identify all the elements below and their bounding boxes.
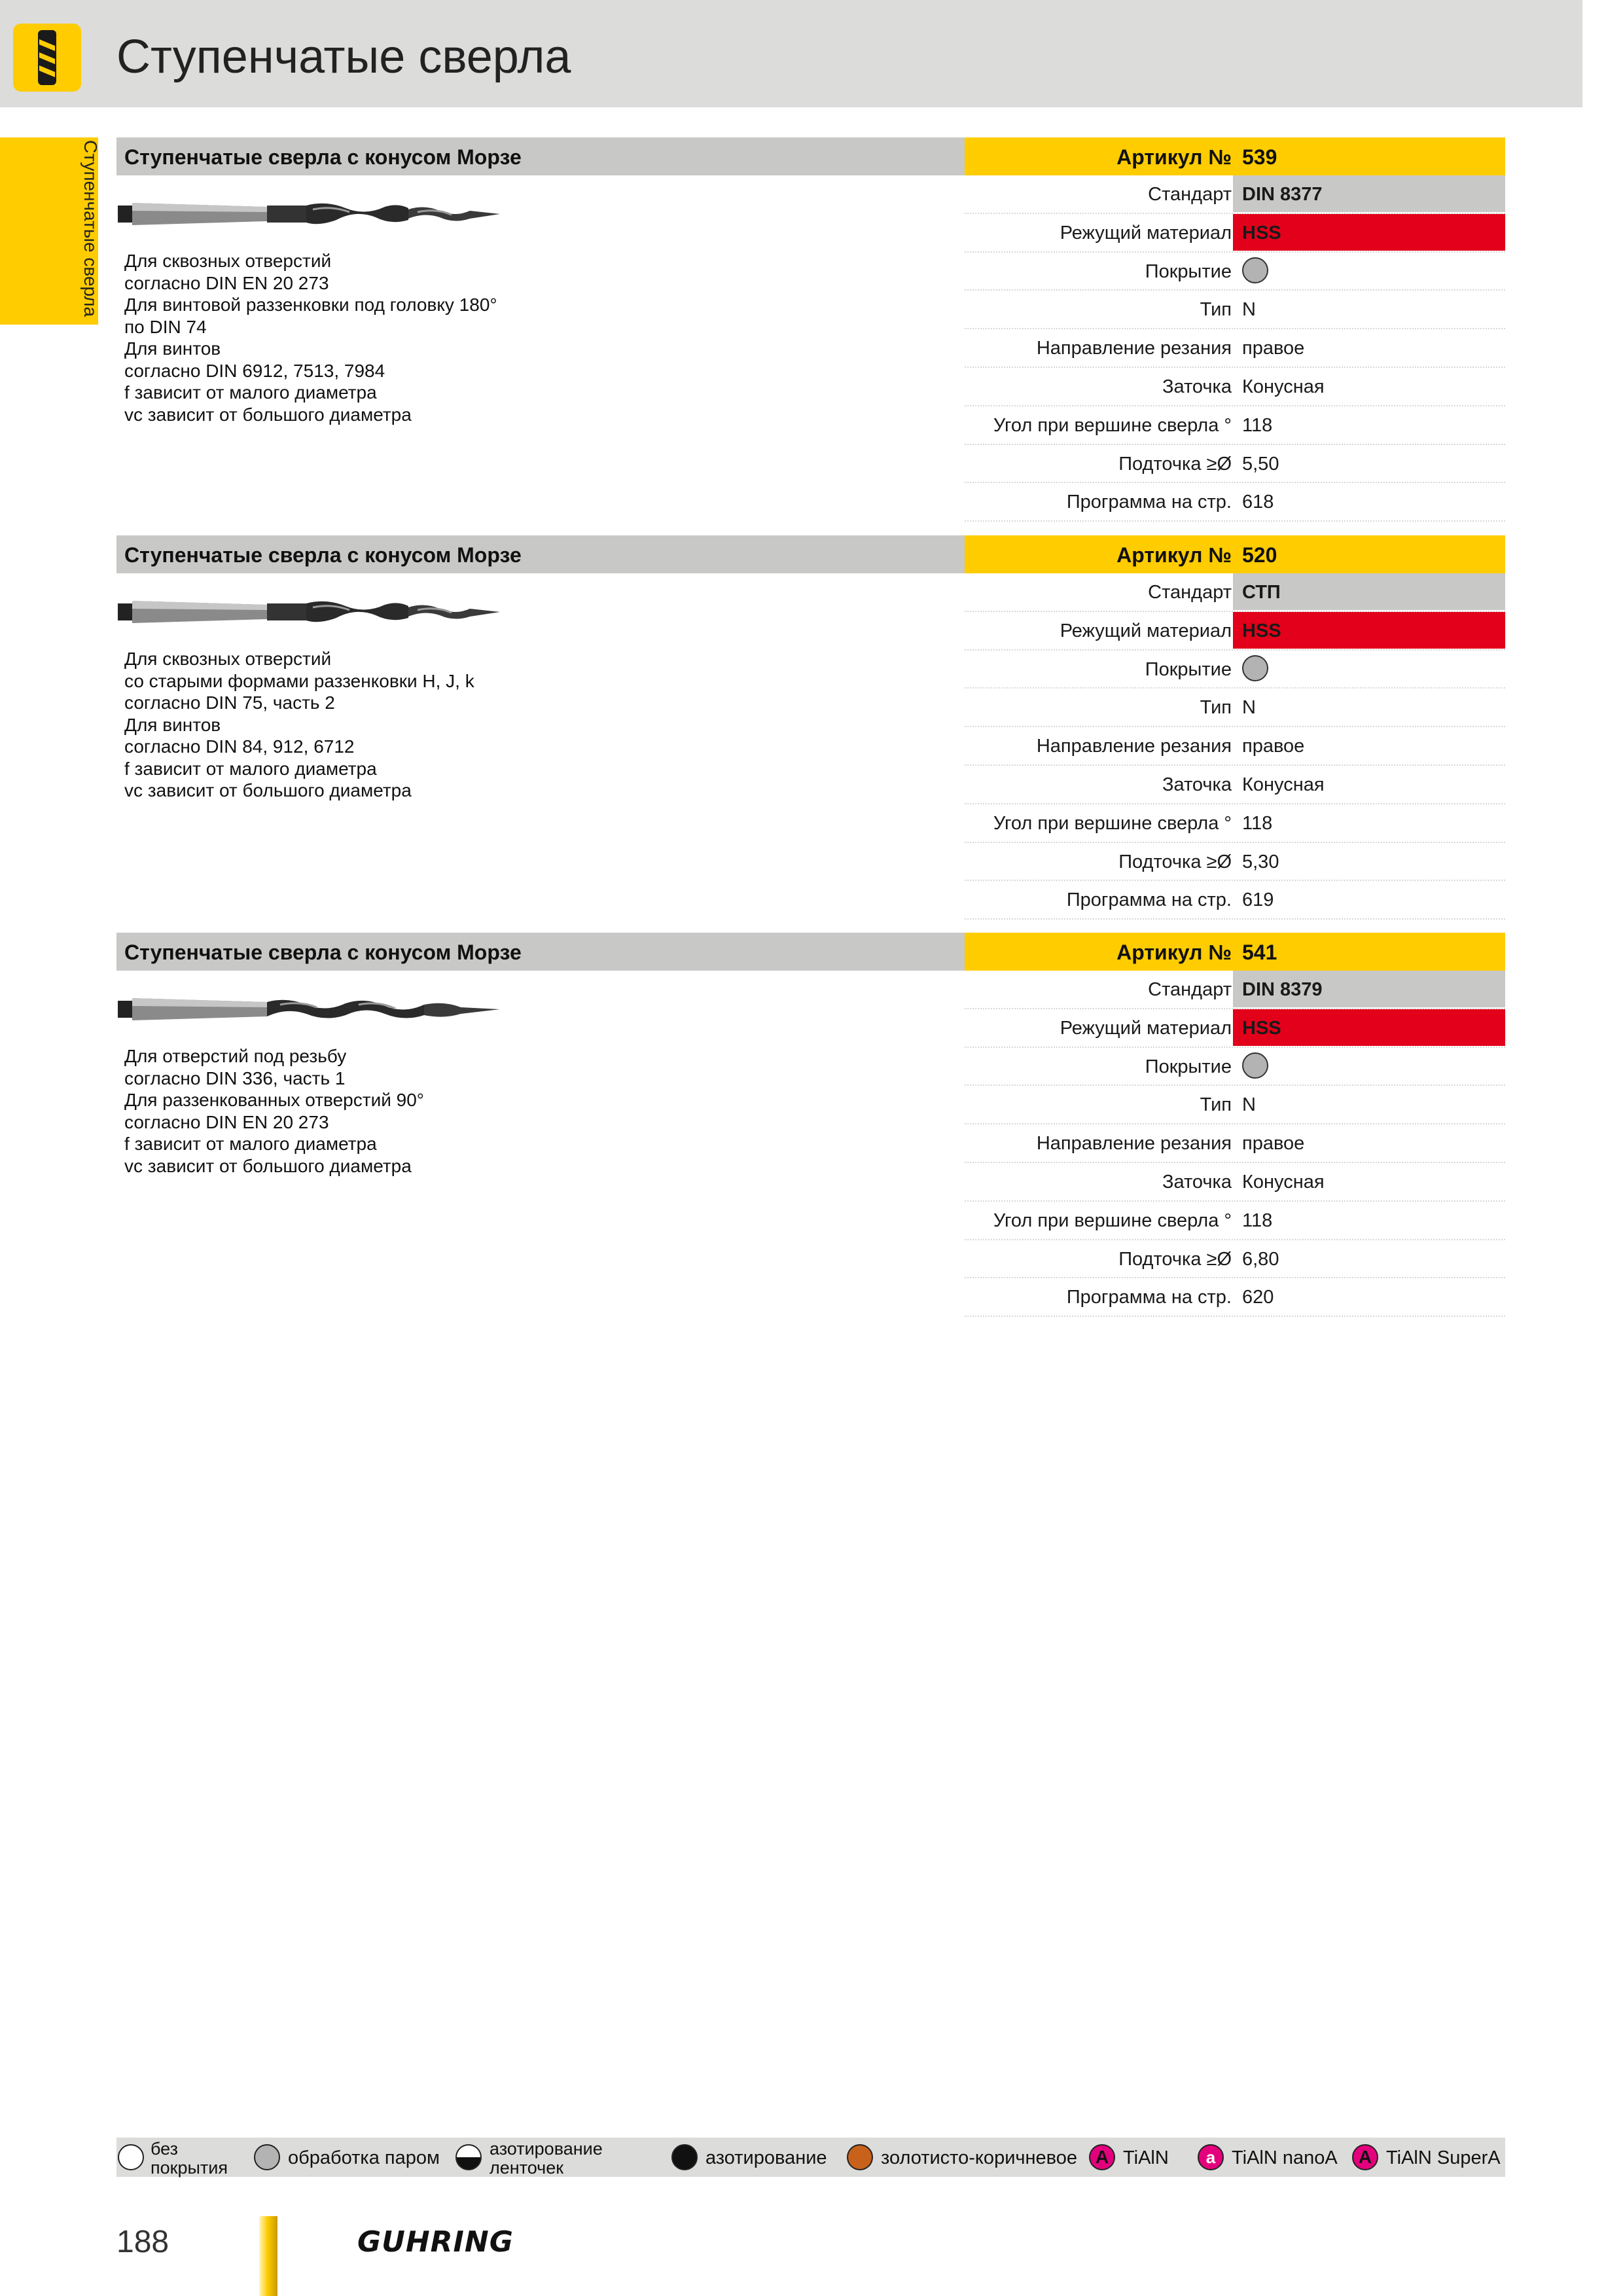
property-value [1233, 651, 1268, 687]
step-drill-image [116, 191, 509, 237]
article-label: Артикул № [1116, 941, 1232, 964]
property-row-standard [965, 573, 1505, 612]
property-label: Программа на стр. [1066, 1287, 1232, 1308]
property-label: Заточка [1162, 1171, 1232, 1193]
property-row-material [965, 1009, 1505, 1048]
property-value: 118 [1242, 414, 1273, 436]
property-value: 118 [1242, 812, 1273, 834]
section-title-bar [116, 933, 965, 971]
property-value: 5,50 [1242, 453, 1279, 475]
property-value: DIN 8379 [1233, 971, 1505, 1007]
property-row-direction [965, 727, 1505, 766]
property-value: 619 [1242, 889, 1274, 911]
property-row-standard [965, 971, 1505, 1009]
drill-bit-icon [13, 24, 81, 92]
property-label: Направление резания [1036, 736, 1232, 757]
property-label: Тип [1200, 299, 1232, 321]
property-row-coating [965, 651, 1505, 689]
legend-label [151, 2140, 228, 2178]
property-value: HSS [1233, 214, 1505, 251]
land-nitrided-circle-icon [455, 2144, 482, 2170]
description-line: Для винтов [124, 714, 221, 735]
description-line: согласно DIN 336, часть 1 [124, 1067, 346, 1088]
property-row-point-angle [965, 406, 1505, 445]
property-value: HSS [1233, 612, 1505, 649]
section-title: Ступенчатые сверла с конусом Морзе [124, 145, 522, 169]
property-value: 6,80 [1242, 1248, 1279, 1270]
property-row-grinding [965, 368, 1505, 406]
description-line: f зависит от малого диаметра [124, 758, 377, 779]
property-label: Подточка ≥Ø [1118, 1248, 1232, 1270]
property-value: HSS [1233, 1009, 1505, 1046]
property-row-type [965, 689, 1505, 727]
legend-label: золотисто-коричневое [881, 2147, 1077, 2168]
section-description [124, 250, 910, 425]
property-table [965, 175, 1505, 522]
property-row-material [965, 214, 1505, 253]
property-value: N [1242, 299, 1256, 321]
page-title: Ступенчатые сверла [116, 31, 571, 83]
property-table [965, 971, 1505, 1317]
property-label: Угол при вершине сверла ° [993, 414, 1232, 436]
property-row-standard [965, 175, 1505, 214]
property-label: Подточка ≥Ø [1118, 851, 1232, 872]
gold-brown-circle-icon [847, 2144, 873, 2170]
tialn-nanoa-circle-icon: a [1198, 2144, 1224, 2170]
property-label: Направление резания [1036, 338, 1232, 359]
section-description [124, 648, 910, 802]
property-row-type [965, 1086, 1505, 1124]
property-row-program-page [965, 483, 1505, 522]
property-label: Угол при вершине сверла ° [993, 1210, 1232, 1231]
property-label: Тип [1200, 697, 1232, 719]
property-value: DIN 8377 [1233, 175, 1505, 212]
article-value: 539 [1242, 145, 1277, 169]
product-section-520 [116, 535, 1505, 928]
article-value: 520 [1242, 543, 1277, 567]
description-line: f зависит от малого диаметра [124, 382, 377, 403]
property-row-coating [965, 253, 1505, 291]
article-label: Артикул № [1116, 145, 1232, 169]
property-label: Покрытие [1145, 260, 1232, 282]
property-row-material [965, 612, 1505, 651]
section-title-bar [116, 137, 965, 175]
steam-treated-circle-icon [1242, 257, 1268, 283]
property-label: Направление резания [1036, 1133, 1232, 1155]
property-value: 620 [1242, 1287, 1274, 1308]
property-value: N [1242, 1094, 1256, 1116]
footer-accent-strip [259, 2216, 277, 2296]
tialn-supera-circle-icon: A [1352, 2144, 1378, 2170]
property-row-point-angle [965, 804, 1505, 843]
property-row-grinding [965, 766, 1505, 804]
legend-label-line: покрытия [151, 2158, 228, 2178]
description-line: Для отверстий под резьбу [124, 1046, 347, 1066]
description-line: согласно DIN EN 20 273 [124, 1111, 329, 1132]
article-value: 541 [1242, 941, 1277, 964]
property-label: Режущий материал [1060, 222, 1232, 243]
property-row-point-angle [965, 1202, 1505, 1240]
legend-label-line: азотирование [490, 2139, 603, 2159]
article-bar [965, 933, 1505, 971]
property-value: правое [1242, 1133, 1305, 1155]
description-line: Для винтов [124, 338, 221, 359]
side-tab [0, 137, 101, 325]
legend-label: азотирование [705, 2147, 827, 2168]
legend-label: TiAlN SuperA [1386, 2147, 1501, 2168]
page-header [0, 0, 1582, 107]
property-label: Угол при вершине сверла ° [993, 812, 1232, 834]
property-label: Режущий материал [1060, 620, 1232, 641]
property-label: Стандарт [1148, 582, 1232, 603]
uncoated-circle-icon [118, 2144, 144, 2170]
property-label: Заточка [1162, 774, 1232, 795]
property-table [965, 573, 1505, 920]
legend-label [490, 2140, 603, 2178]
property-label: Подточка ≥Ø [1118, 453, 1232, 475]
description-line: vc зависит от большого диаметра [124, 780, 412, 800]
property-row-thinning [965, 843, 1505, 882]
page-number: 188 [116, 2225, 169, 2259]
property-row-program-page [965, 881, 1505, 920]
property-value: Конусная [1242, 376, 1325, 397]
product-section-539 [116, 137, 1505, 530]
article-label: Артикул № [1116, 543, 1232, 567]
legend-label-line: ленточек [490, 2158, 564, 2178]
description-line: согласно DIN 6912, 7513, 7984 [124, 360, 385, 381]
legend-label: обработка паром [288, 2147, 440, 2168]
section-title-bar [116, 535, 965, 573]
description-line: vc зависит от большого диаметра [124, 404, 412, 425]
property-value: 5,30 [1242, 851, 1279, 872]
property-row-coating [965, 1048, 1505, 1086]
steam-treated-circle-icon [254, 2144, 280, 2170]
property-row-type [965, 291, 1505, 329]
property-row-direction [965, 329, 1505, 368]
article-bar [965, 535, 1505, 573]
description-line: со старыми формами раззенковки H, J, k [124, 670, 474, 691]
coating-legend [116, 2138, 1505, 2177]
step-drill-image [116, 589, 509, 635]
description-line: по DIN 74 [124, 316, 207, 337]
property-row-thinning [965, 445, 1505, 484]
property-row-grinding [965, 1163, 1505, 1202]
description-line: согласно DIN 84, 912, 6712 [124, 736, 355, 757]
description-line: Для сквозных отверстий [124, 251, 332, 271]
steam-treated-circle-icon [1242, 655, 1268, 681]
property-value: 618 [1242, 492, 1274, 513]
product-section-541 [116, 933, 1505, 1325]
property-value: правое [1242, 736, 1305, 757]
property-value [1233, 253, 1268, 289]
property-label: Покрытие [1145, 1056, 1232, 1077]
steam-treated-circle-icon [1242, 1052, 1268, 1079]
property-row-thinning [965, 1240, 1505, 1279]
property-label: Заточка [1162, 376, 1232, 397]
side-tab-label: Ступенчатые сверла [80, 140, 101, 317]
legend-label: TiAlN nanoA [1232, 2147, 1338, 2168]
legend-label-line: без [151, 2139, 178, 2159]
property-value [1233, 1048, 1268, 1085]
description-line: Для сквозных отверстий [124, 649, 332, 669]
property-value: 118 [1242, 1210, 1273, 1231]
brand-logo: GUHRING [357, 2225, 514, 2259]
property-value: СТП [1233, 573, 1505, 610]
property-row-program-page [965, 1278, 1505, 1317]
property-value: правое [1242, 338, 1305, 359]
property-label: Программа на стр. [1066, 492, 1232, 513]
property-value: N [1242, 697, 1256, 719]
property-row-direction [965, 1124, 1505, 1163]
property-label: Режущий материал [1060, 1017, 1232, 1039]
property-value: Конусная [1242, 774, 1325, 795]
legend-label: TiAlN [1123, 2147, 1169, 2168]
step-drill-image [116, 986, 509, 1032]
article-bar [965, 137, 1505, 175]
property-label: Программа на стр. [1066, 889, 1232, 911]
description-line: vc зависит от большого диаметра [124, 1155, 412, 1176]
description-line: согласно DIN 75, часть 2 [124, 692, 335, 713]
property-label: Тип [1200, 1094, 1232, 1116]
nitrided-circle-icon [671, 2144, 698, 2170]
property-label: Покрытие [1145, 658, 1232, 680]
section-title: Ступенчатые сверла с конусом Морзе [124, 543, 522, 567]
section-title: Ступенчатые сверла с конусом Морзе [124, 941, 522, 964]
description-line: f зависит от малого диаметра [124, 1134, 377, 1154]
description-line: согласно DIN EN 20 273 [124, 272, 329, 293]
description-line: Для винтовой раззенковки под головку 180° [124, 295, 497, 315]
property-value: Конусная [1242, 1171, 1325, 1193]
description-line: Для раззенкованных отверстий 90° [124, 1090, 424, 1110]
tialn-circle-icon: A [1089, 2144, 1115, 2170]
property-label: Стандарт [1148, 184, 1232, 205]
property-label: Стандарт [1148, 979, 1232, 1000]
section-description [124, 1045, 910, 1177]
